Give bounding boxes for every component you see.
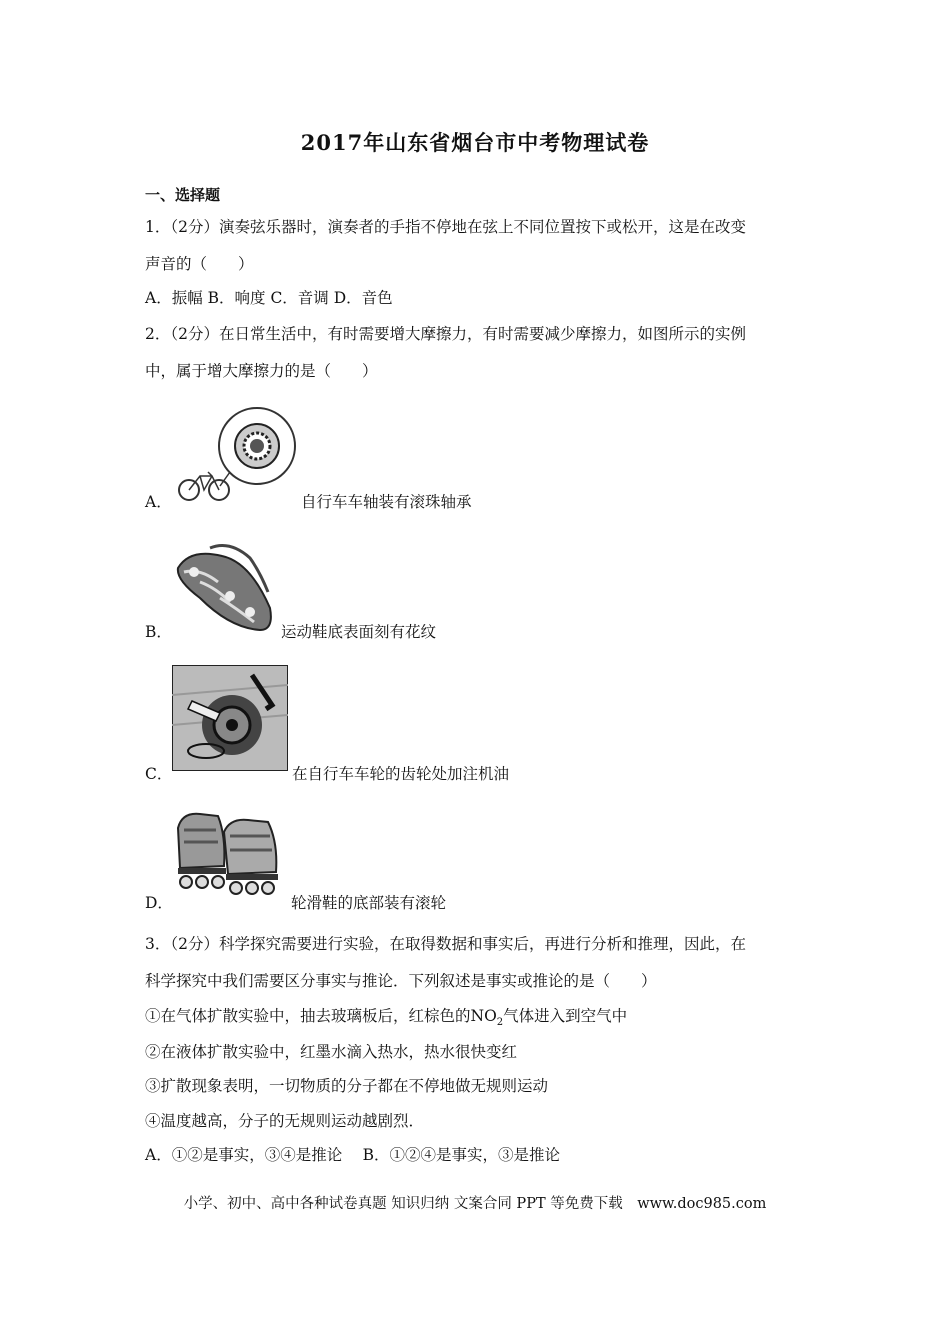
q3-statement-1 xyxy=(145,1006,627,1033)
q2-option-a-text: 自行车车轴装有滚珠轴承 xyxy=(301,493,472,511)
q2-stem-line1: 2．（2分）在日常生活中，有时需要增大摩擦力，有时需要减少摩擦力，如图所示的实例 xyxy=(145,325,746,343)
q3-statement-3: ③扩散现象表明，一切物质的分子都在不停地做无规则运动 xyxy=(145,1077,549,1095)
q1-options: A．振幅 B．响度 C．音调 D．音色 xyxy=(145,289,393,307)
q2-option-d-text: 轮滑鞋的底部装有滚轮 xyxy=(291,894,447,912)
q3-statement-1-pre: ①在气体扩散实验中，抽去玻璃板后，红棕色的NO xyxy=(145,1007,497,1025)
q1-stem-line1: 1．（2分）演奏弦乐器时，演奏者的手指不停地在弦上不同位置按下或松开，这是在改变 xyxy=(145,218,746,236)
sports-shoe-image xyxy=(170,538,278,634)
page-title: 2017年山东省烟台市中考物理试卷 xyxy=(300,130,650,155)
q3-stem-line1: 3．（2分）科学探究需要进行实验，在取得数据和事实后，再进行分析和推理，因此，在 xyxy=(145,935,746,953)
q3-statement-4: ④温度越高，分子的无规则运动越剧烈． xyxy=(145,1112,425,1130)
q2-stem-line2: 中，属于增大摩擦力的是（ ） xyxy=(145,362,378,380)
q3-statement-2: ②在液体扩散实验中，红墨水滴入热水，热水很快变红 xyxy=(145,1043,518,1061)
bicycle-gear-oil-image xyxy=(172,665,288,771)
q2-option-b-label: B． xyxy=(145,623,172,641)
q3-statement-1-post: 气体进入到空气中 xyxy=(503,1007,628,1025)
q3-stem-line2: 科学探究中我们需要区分事实与推论．下列叙述是事实或推论的是（ ） xyxy=(145,972,657,990)
page-footer: 小学、初中、高中各种试卷真题 知识归纳 文案合同 PPT 等免费下载 www.doc985.com xyxy=(183,1196,767,1212)
q2-option-b-text: 运动鞋底表面刻有花纹 xyxy=(281,623,437,641)
roller-skates-image xyxy=(172,806,288,902)
q2-option-d-label: D． xyxy=(145,894,173,912)
q2-option-c-text: 在自行车车轮的齿轮处加注机油 xyxy=(292,765,510,783)
q3-options: A．①②是事实，③④是推论 B．①②④是事实，③是推论 xyxy=(145,1146,561,1164)
q3-statement-1-sub: 2 xyxy=(496,1017,504,1029)
section-heading: 一、选择题 xyxy=(145,186,221,204)
q2-option-c-label: C． xyxy=(145,765,173,783)
q1-stem-line2: 声音的（ ） xyxy=(145,255,254,273)
bicycle-bearing-image xyxy=(172,402,302,504)
q2-option-a-label: A． xyxy=(145,493,172,511)
